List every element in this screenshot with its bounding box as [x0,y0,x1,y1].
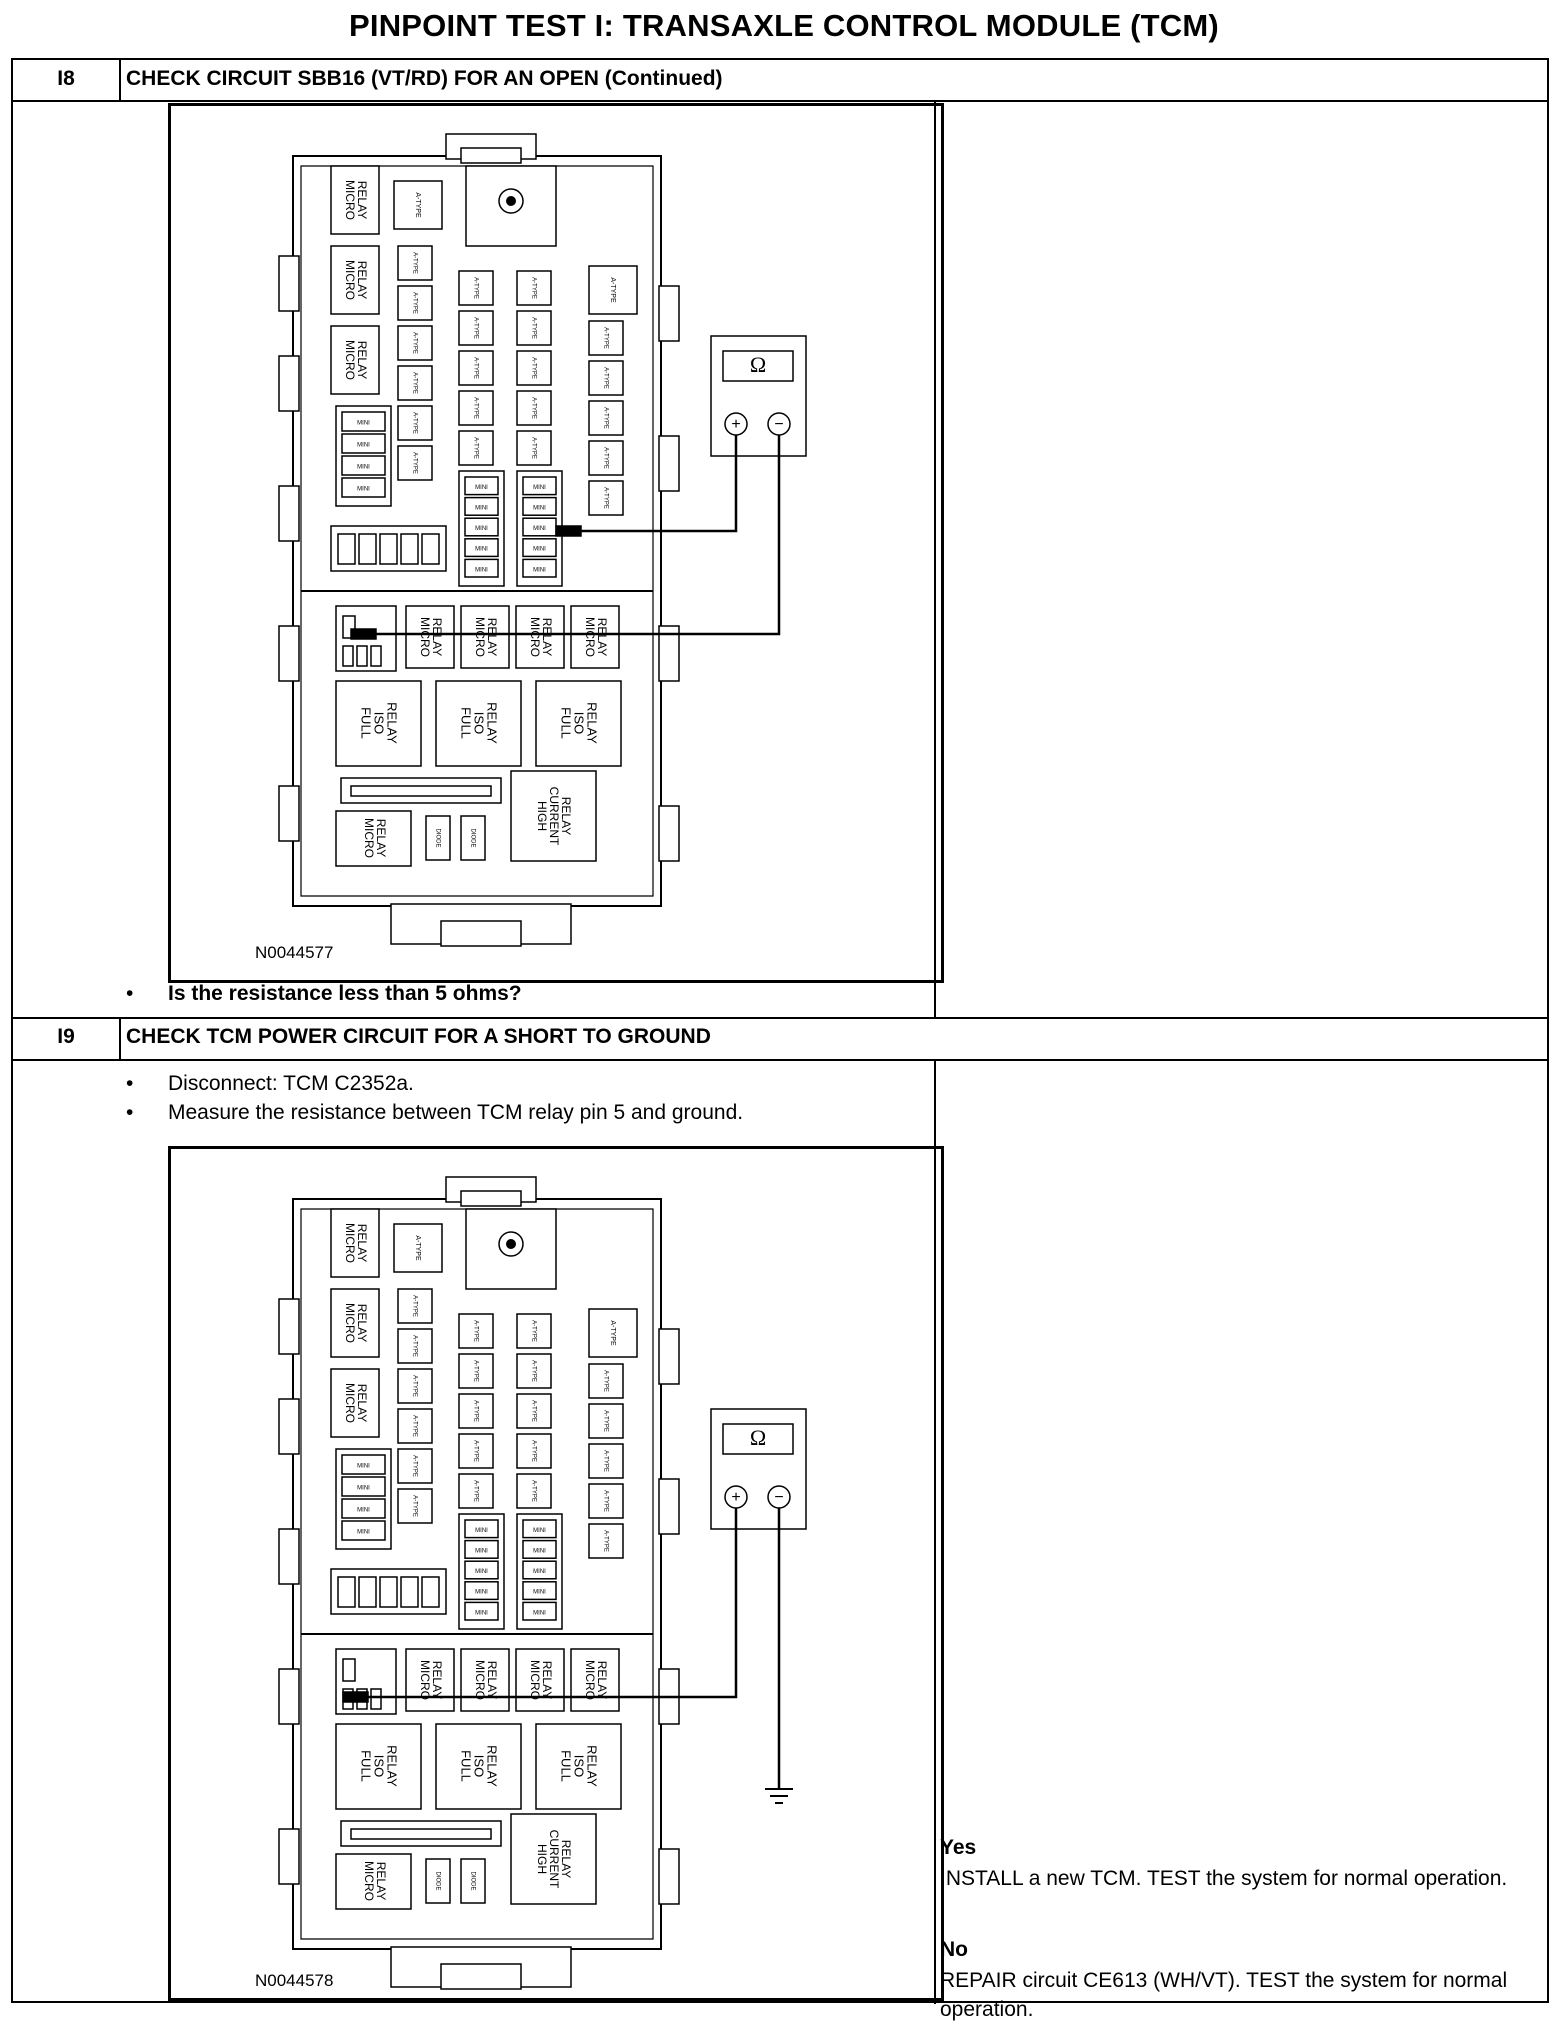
side-clip [659,806,679,861]
a-type-label [472,1360,478,1382]
side-clip [279,356,299,411]
side-clip [659,1329,679,1384]
svg-text:A-TYPE: A-TYPE [609,1320,617,1346]
svg-text:FULL: FULL [358,1750,374,1782]
svg-text:A-TYPE: A-TYPE [602,1370,609,1392]
connector-strip-slot [351,1829,491,1839]
svg-text:A-TYPE: A-TYPE [472,357,479,379]
a-type-label [472,437,478,459]
svg-text:RELAY: RELAY [558,796,573,836]
a-type-label [472,1400,478,1422]
mini-fuse-label: MINI [475,1569,488,1576]
svg-text:MICRO: MICRO [472,617,487,657]
mini-fuse-label: MINI [475,1589,488,1596]
relay-pin [357,646,367,666]
svg-text:MICRO: MICRO [361,1861,376,1901]
svg-text:ISO: ISO [471,711,487,735]
svg-text:A-TYPE: A-TYPE [472,277,479,299]
mini-fuse-label: MINI [533,1569,546,1576]
micro-relay-label [473,617,499,657]
mini-fuse-vertical [338,534,355,564]
mini-fuse-label: MINI [533,567,546,574]
svg-text:RELAY: RELAY [354,260,369,300]
svg-text:A-TYPE: A-TYPE [411,1455,418,1477]
mini-fuse-label: MINI [533,1548,546,1555]
a-type-label [602,1370,608,1392]
svg-text:RELAY: RELAY [584,1745,600,1787]
micro-relay-label [343,1223,369,1263]
svg-text:MICRO: MICRO [342,1223,357,1263]
mini-fuse-vertical [422,534,439,564]
question-text: Is the resistance less than 5 ohms? [168,982,522,1005]
a-type-label [472,357,478,379]
step-heading-i9: CHECK TCM POWER CIRCUIT FOR A SHORT TO GROUND [126,1025,711,1048]
micro-relay-label [343,260,369,300]
svg-text:CURRENT: CURRENT [546,1829,561,1889]
svg-text:FULL: FULL [358,707,374,739]
figure-frame-i9 [168,1146,944,2001]
a-type-label [530,1360,536,1382]
svg-text:A-TYPE: A-TYPE [602,1410,609,1432]
diode-label [469,1871,475,1890]
mini-fuse-label: MINI [475,484,488,491]
housing-tab-inner [461,148,521,163]
svg-text:A-TYPE: A-TYPE [609,277,617,303]
a-type-label [609,1320,616,1346]
mini-fuse-label: MINI [533,505,546,512]
relay-pin [343,1659,355,1681]
mini-fuse-label: MINI [533,1589,546,1596]
a-type-label [530,1480,536,1502]
svg-text:A-TYPE: A-TYPE [472,1400,479,1422]
svg-text:A-TYPE: A-TYPE [411,372,418,394]
result-yes-label: Yes [940,1836,977,1859]
a-type-label [472,1480,478,1502]
svg-text:FULL: FULL [458,707,474,739]
svg-text:MICRO: MICRO [472,1660,487,1700]
mini-fuse-label: MINI [357,1529,370,1536]
row-divider [13,1059,1547,1061]
svg-text:RELAY: RELAY [484,702,500,744]
svg-text:RELAY: RELAY [539,617,554,657]
side-clip [659,1479,679,1534]
svg-text:A-TYPE: A-TYPE [411,1295,418,1317]
svg-text:MICRO: MICRO [527,617,542,657]
mini-fuse-label: MINI [357,1507,370,1514]
svg-text:CURRENT: CURRENT [546,786,561,846]
mini-fuse-vertical [359,1577,376,1607]
svg-text:RELAY: RELAY [354,1223,369,1263]
svg-text:FULL: FULL [558,1750,574,1782]
step-number-i8: I8 [57,67,75,90]
a-type-label [414,192,421,218]
a-type-label [530,277,536,299]
a-type-label [602,1490,608,1512]
svg-text:A-TYPE: A-TYPE [602,1490,609,1512]
svg-text:A-TYPE: A-TYPE [530,277,537,299]
svg-text:HIGH: HIGH [534,801,549,831]
svg-text:A-TYPE: A-TYPE [411,252,418,274]
svg-text:A-TYPE: A-TYPE [472,397,479,419]
page-title: PINPOINT TEST I: TRANSAXLE CONTROL MODULE (TCM) [349,8,1219,43]
pinpoint-test-table [11,58,1549,2021]
mini-fuse-vertical [422,1577,439,1607]
fuse-box-diagram-i9 [171,1149,947,2004]
svg-text:A-TYPE: A-TYPE [602,487,609,509]
a-type-label [411,372,417,394]
step-heading-i8: CHECK CIRCUIT SBB16 (VT/RD) FOR AN OPEN (Continued) [126,67,723,90]
a-type-label [530,1440,536,1462]
micro-relay-label [343,340,369,380]
micro-relay-label [418,1660,444,1700]
micro-relay-label [528,617,554,657]
side-clip [659,436,679,491]
mini-fuse-label: MINI [357,442,370,449]
bottom-latch [441,1964,521,1989]
svg-text:RELAY: RELAY [354,1383,369,1423]
mini-fuse-label: MINI [475,505,488,512]
mini-fuse-label: MINI [357,1463,370,1470]
micro-relay-label [418,617,444,657]
mini-fuse-label: MINI [475,1548,488,1555]
svg-text:FULL: FULL [458,1750,474,1782]
a-type-label [602,447,608,469]
mini-fuse-label: MINI [357,486,370,493]
svg-text:RELAY: RELAY [594,617,609,657]
instruction-text: Measure the resistance between TCM relay pin 5 and ground. [168,1101,744,1124]
row-divider [13,100,1547,102]
instruction-text: Disconnect: TCM C2352a. [168,1072,414,1095]
a-type-label [530,437,536,459]
a-type-label [411,1335,417,1357]
svg-text:RELAY: RELAY [354,340,369,380]
svg-text:RELAY: RELAY [373,818,388,858]
side-clip [279,1829,299,1884]
mini-fuse-label: MINI [533,1527,546,1534]
bullet-dot: • [126,1101,134,1124]
side-clip [279,486,299,541]
svg-text:RELAY: RELAY [484,1660,499,1700]
svg-text:A-TYPE: A-TYPE [530,357,537,379]
bottom-latch [441,921,521,946]
svg-text:RELAY: RELAY [484,617,499,657]
side-clip [659,1849,679,1904]
mini-fuse-label: MINI [357,1485,370,1492]
svg-text:RELAY: RELAY [429,617,444,657]
a-type-label [602,327,608,349]
ohm-symbol: Ω [749,1425,767,1451]
micro-relay-label [362,1861,388,1901]
a-type-label [602,367,608,389]
a-type-label [411,1295,417,1317]
mini-fuse-label: MINI [533,1610,546,1617]
probe-tip [556,526,581,536]
svg-text:A-TYPE: A-TYPE [411,412,418,434]
housing-tab-inner [461,1191,521,1206]
svg-text:A-TYPE: A-TYPE [602,407,609,429]
connector-strip-slot [351,786,491,796]
a-type-label [602,1410,608,1432]
svg-text:MICRO: MICRO [342,1303,357,1343]
a-type-label [411,452,417,474]
mini-fuse-label: MINI [357,420,370,427]
micro-relay-label [583,1660,609,1700]
svg-text:A-TYPE: A-TYPE [602,327,609,349]
mini-fuse-vertical [380,534,397,564]
relay-pin [371,646,381,666]
a-type-label [414,1235,421,1261]
a-type-label [411,332,417,354]
a-type-label [411,1455,417,1477]
svg-text:RELAY: RELAY [558,1839,573,1879]
svg-text:MICRO: MICRO [342,260,357,300]
svg-text:A-TYPE: A-TYPE [472,1480,479,1502]
svg-text:A-TYPE: A-TYPE [411,1375,418,1397]
column-divider [934,100,936,1017]
a-type-label [602,1450,608,1472]
svg-text:RELAY: RELAY [594,1660,609,1700]
svg-text:A-TYPE: A-TYPE [602,1450,609,1472]
svg-text:RELAY: RELAY [373,1861,388,1901]
svg-text:RELAY: RELAY [354,180,369,220]
step-number-i9: I9 [57,1025,75,1048]
a-type-label [411,1415,417,1437]
figure-id-i8: N0044577 [255,943,334,962]
svg-text:MICRO: MICRO [417,617,432,657]
positive-sign: + [731,1489,741,1507]
svg-text:ISO: ISO [471,1754,487,1778]
a-type-label [530,317,536,339]
relay-pin [343,646,353,666]
svg-text:A-TYPE: A-TYPE [530,1480,537,1502]
svg-text:A-TYPE: A-TYPE [530,1440,537,1462]
mini-fuse-vertical [359,534,376,564]
svg-text:A-TYPE: A-TYPE [602,367,609,389]
svg-text:A-TYPE: A-TYPE [472,1320,479,1342]
svg-text:A-TYPE: A-TYPE [530,1320,537,1342]
side-clip [279,786,299,841]
svg-text:A-TYPE: A-TYPE [472,1360,479,1382]
result-no-text: REPAIR circuit CE613 (WH/VT). TEST the system for normal operation. [940,1969,1508,2021]
svg-text:A-TYPE: A-TYPE [472,1440,479,1462]
svg-text:MICRO: MICRO [527,1660,542,1700]
bullet-dot: • [126,1072,134,1095]
svg-text:A-TYPE: A-TYPE [530,317,537,339]
svg-text:A-TYPE: A-TYPE [411,1495,418,1517]
svg-text:ISO: ISO [371,1754,387,1778]
bolt-terminal-center [506,196,516,206]
svg-text:ISO: ISO [571,711,587,735]
svg-text:A-TYPE: A-TYPE [411,332,418,354]
svg-text:ISO: ISO [571,1754,587,1778]
mini-fuse-label: MINI [475,526,488,533]
svg-text:RELAY: RELAY [384,1745,400,1787]
bullet-dot: • [126,982,134,1005]
a-type-label [472,277,478,299]
svg-text:HIGH: HIGH [534,1844,549,1874]
svg-text:MICRO: MICRO [417,1660,432,1700]
svg-text:MICRO: MICRO [342,1383,357,1423]
a-type-label [530,397,536,419]
side-clip [279,1299,299,1354]
figure-frame-i8 [168,103,944,983]
svg-text:A-TYPE: A-TYPE [414,1235,422,1261]
svg-text:RELAY: RELAY [354,1303,369,1343]
mini-fuse-vertical [401,534,418,564]
mini-fuse-vertical [380,1577,397,1607]
ohm-symbol: Ω [749,352,767,378]
svg-text:DIODE: DIODE [434,828,441,848]
micro-relay-label [343,1383,369,1423]
mini-fuse-vertical [338,1577,355,1607]
side-clip [279,1399,299,1454]
micro-relay-label [343,1303,369,1343]
micro-relay-label [473,1660,499,1700]
svg-text:FULL: FULL [558,707,574,739]
mini-fuse-label: MINI [357,464,370,471]
svg-text:A-TYPE: A-TYPE [472,317,479,339]
svg-text:DIODE: DIODE [469,1871,476,1891]
svg-text:MICRO: MICRO [342,340,357,380]
probe-tip [351,629,376,639]
svg-text:A-TYPE: A-TYPE [530,1400,537,1422]
svg-text:A-TYPE: A-TYPE [530,397,537,419]
a-type-label [472,1440,478,1462]
svg-text:MICRO: MICRO [582,617,597,657]
a-type-label [609,277,616,303]
fuse-box-diagram-i8 [171,106,947,986]
column-divider [119,1017,121,1059]
figure-id-i9: N0044578 [255,1971,334,1990]
svg-text:RELAY: RELAY [539,1660,554,1700]
diode-label [434,828,440,847]
svg-text:RELAY: RELAY [484,1745,500,1787]
svg-text:A-TYPE: A-TYPE [411,452,418,474]
side-clip [659,286,679,341]
a-type-label [411,1375,417,1397]
a-type-label [472,1320,478,1342]
a-type-label [411,292,417,314]
a-type-label [602,407,608,429]
svg-text:RELAY: RELAY [384,702,400,744]
mini-fuse-label: MINI [475,1527,488,1534]
svg-text:RELAY: RELAY [584,702,600,744]
mini-fuse-label: MINI [533,484,546,491]
svg-text:A-TYPE: A-TYPE [602,1530,609,1552]
negative-sign: − [774,1489,784,1507]
micro-relay-label [362,818,388,858]
svg-text:A-TYPE: A-TYPE [530,1360,537,1382]
svg-text:A-TYPE: A-TYPE [602,447,609,469]
mini-fuse-label: MINI [475,546,488,553]
mini-fuse-label: MINI [533,526,546,533]
a-type-label [472,317,478,339]
svg-text:DIODE: DIODE [469,828,476,848]
svg-text:MICRO: MICRO [582,1660,597,1700]
micro-relay-label [583,617,609,657]
micro-relay-label [528,1660,554,1700]
svg-text:MICRO: MICRO [361,818,376,858]
svg-text:A-TYPE: A-TYPE [411,1335,418,1357]
micro-relay-label [343,180,369,220]
relay-pin [371,1689,381,1709]
svg-text:A-TYPE: A-TYPE [530,437,537,459]
a-type-label [411,252,417,274]
side-clip [279,1529,299,1584]
mini-fuse-vertical [401,1577,418,1607]
negative-sign: − [774,416,784,434]
svg-text:A-TYPE: A-TYPE [414,192,422,218]
result-no-label: No [940,1938,968,1961]
diode-label [434,1871,440,1890]
svg-text:A-TYPE: A-TYPE [411,1415,418,1437]
a-type-label [472,397,478,419]
svg-text:A-TYPE: A-TYPE [472,437,479,459]
column-divider [934,1059,936,2004]
svg-text:MICRO: MICRO [342,180,357,220]
a-type-label [411,1495,417,1517]
bolt-terminal-center [506,1239,516,1249]
mini-fuse-label: MINI [475,567,488,574]
mini-fuse-label: MINI [533,546,546,553]
a-type-label [530,1400,536,1422]
row-divider [13,1017,1547,1019]
svg-text:ISO: ISO [371,711,387,735]
a-type-label [530,357,536,379]
a-type-label [602,1530,608,1552]
a-type-label [411,412,417,434]
svg-text:DIODE: DIODE [434,1871,441,1891]
a-type-label [602,487,608,509]
mini-fuse-label: MINI [475,1610,488,1617]
a-type-label [530,1320,536,1342]
side-clip [279,626,299,681]
side-clip [279,1669,299,1724]
svg-text:A-TYPE: A-TYPE [411,292,418,314]
probe-tip [343,1692,368,1702]
result-yes-text: INSTALL a new TCM. TEST the system for normal operation. [940,1867,1508,1890]
svg-text:RELAY: RELAY [429,1660,444,1700]
side-clip [279,256,299,311]
column-divider [119,60,121,100]
positive-sign: + [731,416,741,434]
diode-label [469,828,475,847]
